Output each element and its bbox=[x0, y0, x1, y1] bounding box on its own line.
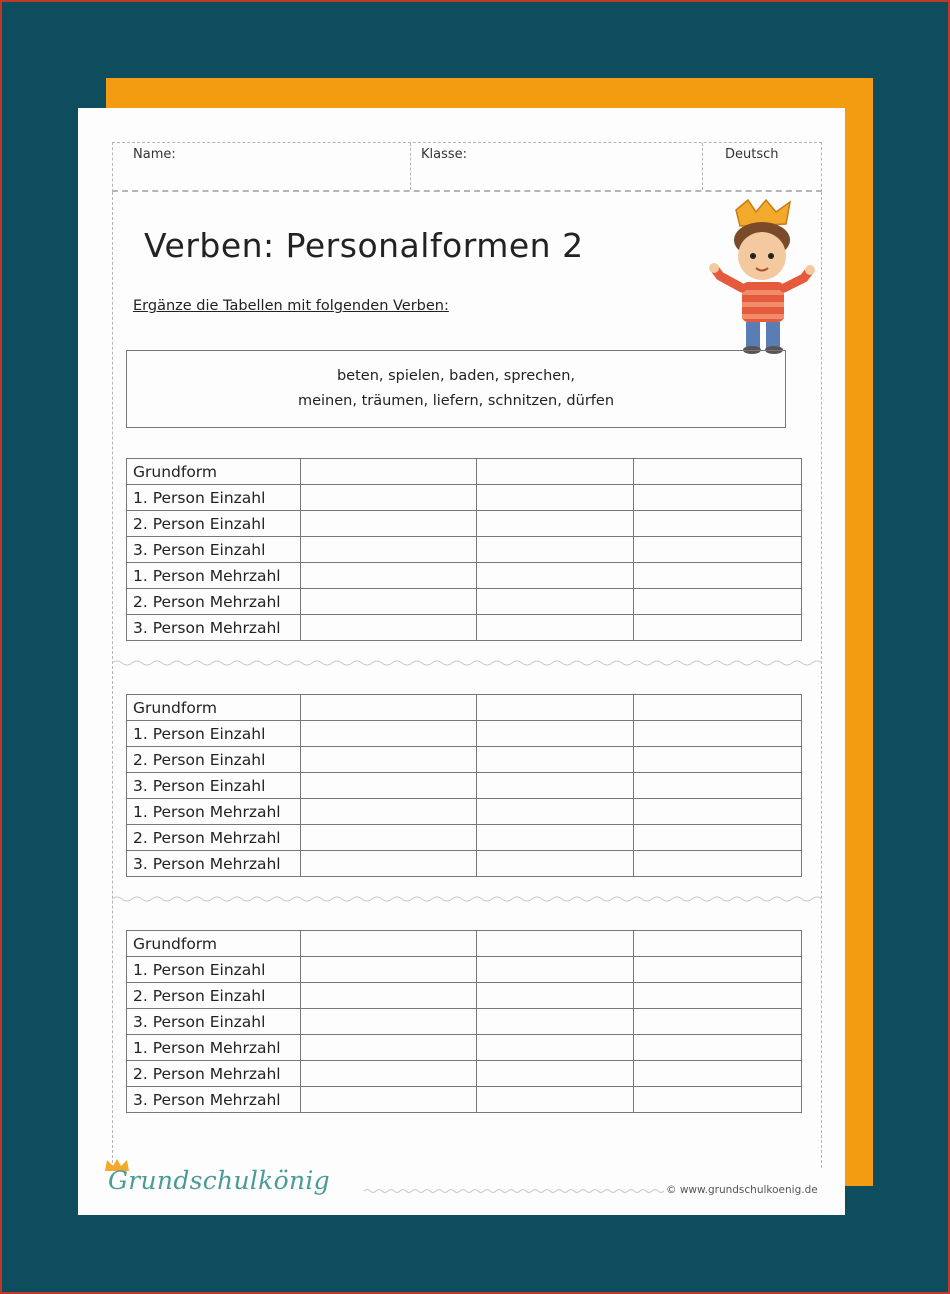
conjugation-table-3 bbox=[126, 930, 802, 1113]
answer-cell[interactable] bbox=[634, 773, 802, 799]
answer-cell[interactable] bbox=[477, 931, 634, 957]
answer-cell[interactable] bbox=[477, 983, 634, 1009]
verb-list-line-2: meinen, träumen, liefern, schnitzen, dürfen bbox=[297, 393, 615, 409]
answer-cell[interactable] bbox=[477, 485, 634, 511]
row-label: 3. Person Mehrzahl bbox=[127, 615, 301, 641]
table-row bbox=[127, 721, 802, 747]
row-label: Grundform bbox=[127, 931, 301, 957]
answer-cell[interactable] bbox=[301, 851, 477, 877]
answer-cell[interactable] bbox=[301, 747, 477, 773]
answer-cell[interactable] bbox=[477, 459, 634, 485]
answer-cell[interactable] bbox=[301, 511, 477, 537]
answer-cell[interactable] bbox=[301, 615, 477, 641]
row-label: 1. Person Mehrzahl bbox=[127, 1035, 301, 1061]
footer-wavy-line bbox=[364, 1188, 664, 1194]
page-title: Verben: Personalformen 2 bbox=[144, 226, 584, 265]
answer-cell[interactable] bbox=[634, 825, 802, 851]
answer-cell[interactable] bbox=[301, 589, 477, 615]
answer-cell[interactable] bbox=[301, 957, 477, 983]
answer-cell[interactable] bbox=[301, 721, 477, 747]
row-label: 3. Person Einzahl bbox=[127, 1009, 301, 1035]
conjugation-table-1 bbox=[126, 458, 802, 641]
answer-cell[interactable] bbox=[301, 799, 477, 825]
answer-cell[interactable] bbox=[477, 747, 634, 773]
answer-cell[interactable] bbox=[477, 511, 634, 537]
answer-cell[interactable] bbox=[477, 851, 634, 877]
table-row bbox=[127, 537, 802, 563]
answer-cell[interactable] bbox=[301, 485, 477, 511]
answer-cell[interactable] bbox=[301, 459, 477, 485]
row-label: 2. Person Einzahl bbox=[127, 747, 301, 773]
table-row bbox=[127, 747, 802, 773]
table-row bbox=[127, 1061, 802, 1087]
answer-cell[interactable] bbox=[634, 983, 802, 1009]
wavy-divider bbox=[112, 658, 822, 668]
answer-cell[interactable] bbox=[477, 589, 634, 615]
worksheet-page bbox=[78, 108, 845, 1215]
answer-cell[interactable] bbox=[634, 563, 802, 589]
table-row bbox=[127, 485, 802, 511]
answer-cell[interactable] bbox=[634, 695, 802, 721]
instruction-text: Ergänze die Tabellen mit folgenden Verben: bbox=[133, 298, 449, 314]
row-label: 2. Person Einzahl bbox=[127, 511, 301, 537]
answer-cell[interactable] bbox=[301, 1087, 477, 1113]
row-label: 1. Person Einzahl bbox=[127, 485, 301, 511]
answer-cell[interactable] bbox=[477, 563, 634, 589]
klasse-label: Klasse: bbox=[421, 147, 468, 162]
answer-cell[interactable] bbox=[301, 1035, 477, 1061]
answer-cell[interactable] bbox=[634, 485, 802, 511]
answer-cell[interactable] bbox=[301, 1061, 477, 1087]
answer-cell[interactable] bbox=[477, 773, 634, 799]
answer-cell[interactable] bbox=[301, 983, 477, 1009]
answer-cell[interactable] bbox=[634, 747, 802, 773]
answer-cell[interactable] bbox=[634, 537, 802, 563]
row-label: 3. Person Mehrzahl bbox=[127, 851, 301, 877]
answer-cell[interactable] bbox=[634, 615, 802, 641]
row-label: 1. Person Einzahl bbox=[127, 721, 301, 747]
answer-cell[interactable] bbox=[477, 1035, 634, 1061]
answer-cell[interactable] bbox=[634, 1009, 802, 1035]
answer-cell[interactable] bbox=[477, 1061, 634, 1087]
table-row bbox=[127, 851, 802, 877]
table-row bbox=[127, 459, 802, 485]
verb-list-box bbox=[126, 350, 786, 428]
answer-cell[interactable] bbox=[477, 721, 634, 747]
answer-cell[interactable] bbox=[301, 563, 477, 589]
table-row bbox=[127, 773, 802, 799]
answer-cell[interactable] bbox=[477, 825, 634, 851]
row-label: 2. Person Mehrzahl bbox=[127, 589, 301, 615]
table-row bbox=[127, 931, 802, 957]
table-row bbox=[127, 589, 802, 615]
answer-cell[interactable] bbox=[634, 931, 802, 957]
boy-with-crown-illustration bbox=[706, 198, 816, 358]
answer-cell[interactable] bbox=[634, 589, 802, 615]
answer-cell[interactable] bbox=[634, 1087, 802, 1113]
table-row bbox=[127, 615, 802, 641]
answer-cell[interactable] bbox=[634, 799, 802, 825]
table-row bbox=[127, 1035, 802, 1061]
answer-cell[interactable] bbox=[301, 1009, 477, 1035]
table-row bbox=[127, 1087, 802, 1113]
klasse-field[interactable] bbox=[411, 143, 703, 190]
table-row bbox=[127, 825, 802, 851]
answer-cell[interactable] bbox=[301, 695, 477, 721]
row-label: 3. Person Einzahl bbox=[127, 773, 301, 799]
table-row bbox=[127, 695, 802, 721]
subject-field bbox=[703, 143, 823, 190]
row-label: 2. Person Mehrzahl bbox=[127, 1061, 301, 1087]
copyright-text: © www.grundschulkoenig.de bbox=[666, 1184, 818, 1196]
row-label: 3. Person Einzahl bbox=[127, 537, 301, 563]
table-row bbox=[127, 1009, 802, 1035]
answer-cell[interactable] bbox=[477, 615, 634, 641]
answer-cell[interactable] bbox=[634, 957, 802, 983]
answer-cell[interactable] bbox=[301, 773, 477, 799]
answer-cell[interactable] bbox=[477, 1009, 634, 1035]
answer-cell[interactable] bbox=[301, 825, 477, 851]
row-label: 3. Person Mehrzahl bbox=[127, 1087, 301, 1113]
answer-cell[interactable] bbox=[634, 851, 802, 877]
name-field[interactable] bbox=[113, 143, 411, 190]
answer-cell[interactable] bbox=[477, 1087, 634, 1113]
answer-cell[interactable] bbox=[477, 957, 634, 983]
table-row bbox=[127, 983, 802, 1009]
answer-cell[interactable] bbox=[477, 537, 634, 563]
answer-cell[interactable] bbox=[634, 459, 802, 485]
row-label: Grundform bbox=[127, 695, 301, 721]
answer-cell[interactable] bbox=[477, 695, 634, 721]
name-label: Name: bbox=[133, 147, 176, 162]
row-label: Grundform bbox=[127, 459, 301, 485]
header-fields bbox=[112, 142, 822, 192]
answer-cell[interactable] bbox=[301, 537, 477, 563]
table-row bbox=[127, 511, 802, 537]
row-label: 2. Person Einzahl bbox=[127, 983, 301, 1009]
row-label: 1. Person Einzahl bbox=[127, 957, 301, 983]
answer-cell[interactable] bbox=[634, 1061, 802, 1087]
conjugation-table-2 bbox=[126, 694, 802, 877]
table-row bbox=[127, 563, 802, 589]
row-label: 1. Person Mehrzahl bbox=[127, 563, 301, 589]
subject-label: Deutsch bbox=[725, 147, 779, 162]
answer-cell[interactable] bbox=[634, 721, 802, 747]
answer-cell[interactable] bbox=[634, 511, 802, 537]
brand-logo: Grundschulkönig bbox=[108, 1166, 330, 1195]
answer-cell[interactable] bbox=[634, 1035, 802, 1061]
row-label: 2. Person Mehrzahl bbox=[127, 825, 301, 851]
table-row bbox=[127, 799, 802, 825]
verb-list-line-1: beten, spielen, baden, sprechen, bbox=[336, 368, 576, 384]
answer-cell[interactable] bbox=[301, 931, 477, 957]
answer-cell[interactable] bbox=[477, 799, 634, 825]
table-row bbox=[127, 957, 802, 983]
row-label: 1. Person Mehrzahl bbox=[127, 799, 301, 825]
wavy-divider bbox=[112, 894, 822, 904]
